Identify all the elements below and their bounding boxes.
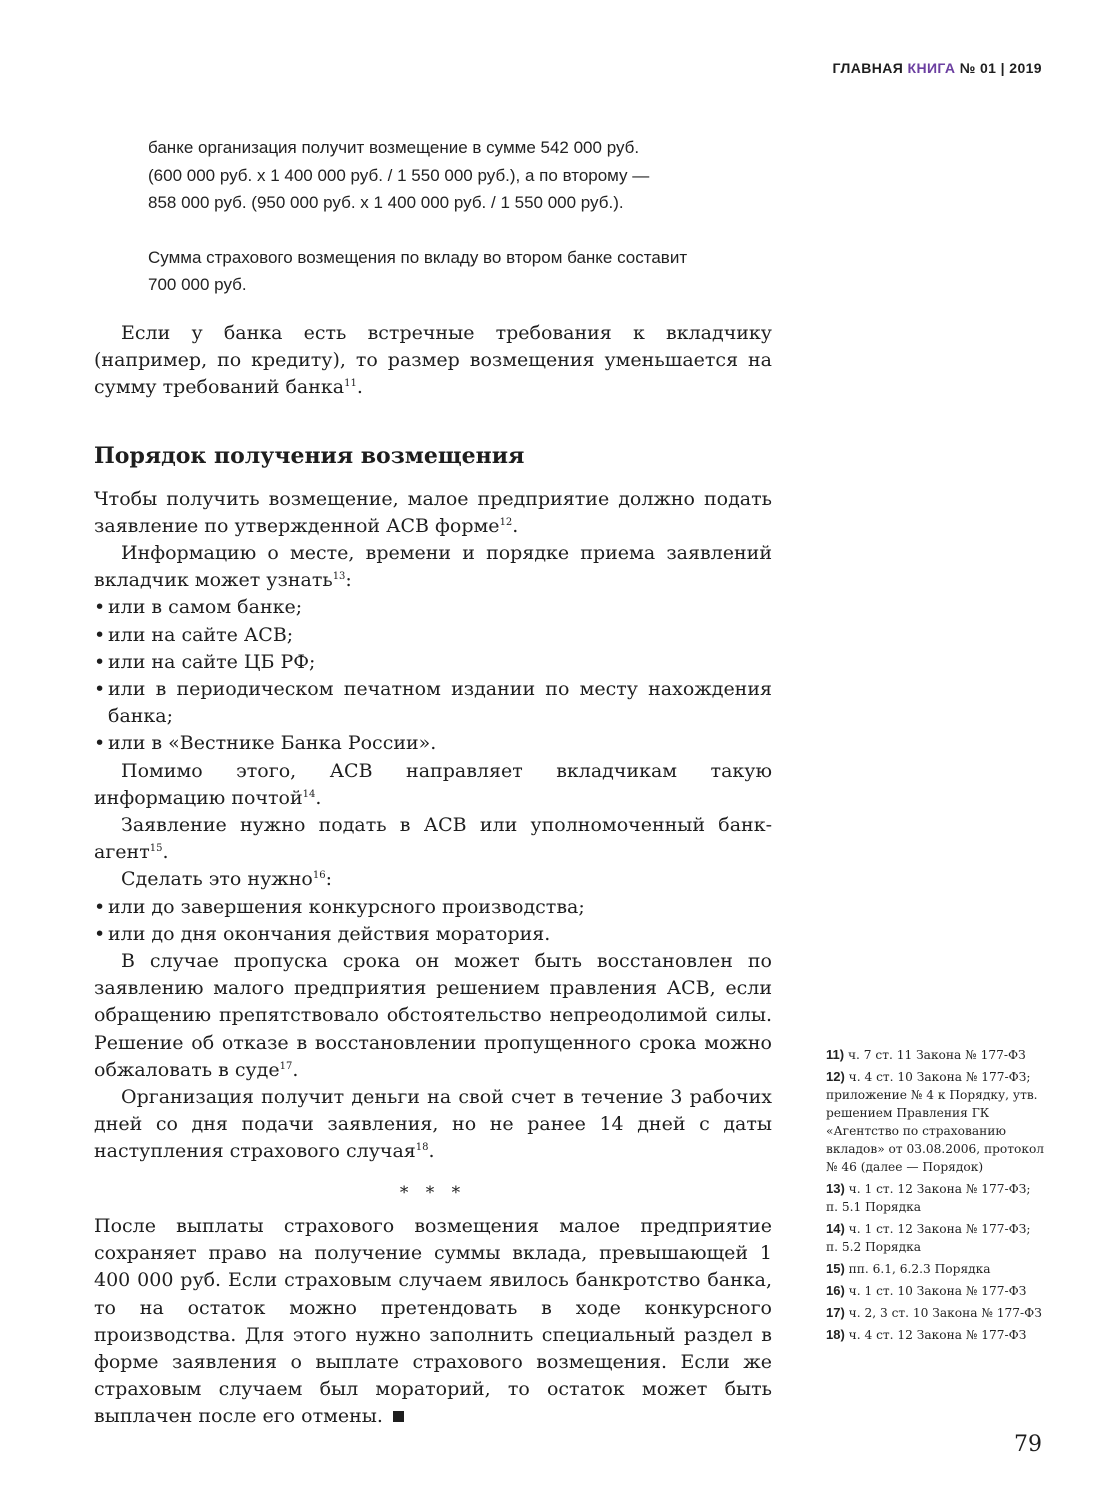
footnote: 17) ч. 2, 3 ст. 10 Закона № 177-ФЗ [826, 1305, 1042, 1320]
footnote-ref-18[interactable]: 18 [415, 1142, 429, 1154]
section-heading: Порядок получения возмещения [94, 442, 525, 469]
list-item: • или в «Вестнике Банка России». [94, 730, 772, 757]
list-item: • или до завершения конкурсного производства; [94, 894, 772, 921]
paragraph-info: Информацию о месте, времени и порядке приема заявлений вкладчик может узнать$^{13}$: [94, 542, 772, 592]
paragraph-counter-claims: Если у банка есть встречные требования к вкладчику (например, по кредиту), то размер возмещения уменьшается на сумму требований банка$^{11}$. [94, 322, 772, 399]
section-divider: * * * [399, 1182, 467, 1203]
footnote: 15) пп. 6.1, 6.2.3 Порядка [826, 1261, 991, 1276]
example-block [148, 134, 748, 299]
footnotes [826, 1046, 1046, 1348]
running-header [832, 60, 1042, 76]
magazine-name-part2: КНИГА [907, 60, 956, 76]
paragraph-deadline: Сделать это нужно$^{16}$: [121, 868, 332, 891]
footnote: 16) ч. 1 ст. 10 Закона № 177-ФЗ [826, 1283, 1027, 1298]
footnote: 13) ч. 1 ст. 12 Закона № 177-ФЗ; п. 5.1 Порядка [826, 1181, 1031, 1214]
footnote: 14) ч. 1 ст. 12 Закона № 177-ФЗ; п. 5.2 Порядка [826, 1221, 1031, 1254]
footnote-ref-16[interactable]: 16 [312, 870, 326, 882]
list-item: • или на сайте АСВ; [94, 622, 772, 649]
footnote-ref-15[interactable]: 15 [149, 843, 163, 855]
paragraph-after-payment: После выплаты страхового возмещения малое предприятие сохраняет право на получение суммы вклада, превышающей 1 400 000 руб. Если страховым случаем явилось банкротство банка, то на остаток можно претендовать в ходе конкурсного производства. Для этого нужно заполнить специальный раздел в форме заявления о выплате страхового возмещения. Если же страховым случаем был мораторий, то остаток может быть выплачен после его отмены. [94, 1214, 772, 1428]
footnote-ref-13[interactable]: 13 [332, 571, 346, 583]
list-item: • или на сайте ЦБ РФ; [94, 649, 772, 676]
list-item: • или в периодическом печатном издании по месту нахождения банка; [94, 676, 772, 730]
paragraph-mail: Помимо этого, АСВ направляет вкладчикам такую информацию почтой$^{14}$. [94, 759, 772, 809]
footnote-ref-11[interactable]: 11 [344, 378, 357, 390]
end-of-article-mark [393, 1411, 404, 1422]
info-sources-list [94, 594, 772, 757]
footnote-ref-12[interactable]: 12 [499, 516, 513, 528]
list-item: • или до дня окончания действия моратория. [94, 921, 772, 948]
footnote-ref-14[interactable]: 14 [302, 788, 316, 800]
footnote-ref-17[interactable]: 17 [279, 1060, 293, 1072]
example-paragraph-2: Сумма страхового возмещения по вкладу во втором банке составит 700 000 руб. [148, 247, 688, 294]
issue-number: № 01 | 2019 [959, 60, 1042, 76]
example-paragraph-1: банке организация получит возмещение в сумме 542 000 руб. (600 000 руб. х 1 400 000 руб. / 1 550 000 руб.), а по второму — 858 000 руб. (950 000 руб. х 1 400 000 руб. / 1 550 000 руб.). [148, 138, 650, 212]
list-item: • или в самом банке; [94, 594, 772, 621]
paragraph-missed-deadline: В случае пропуска срока он может быть восстановлен по заявлению малого предприятия решением правления АСВ, если обращению препятствовало обстоятельство непреодолимой силы. Решение об отказе в восстановлении пропущенного срока можно обжаловать в суде$^{17}$. [94, 950, 772, 1081]
page-number: 79 [1014, 1432, 1042, 1457]
paragraph-payment-timing: Организация получит деньги на свой счет в течение 3 рабочих дней со дня подачи заявления, но не ранее 14 дней с даты наступления страхового случая$^{18}$. [94, 1086, 772, 1163]
footnote: 12) ч. 4 ст. 10 Закона № 177-ФЗ; приложение № 4 к Порядку, утв. решением Правления ГК «Агентство по страхованию вкладов» от 03.08.2006, протокол № 46 (далее — Порядок) [826, 1069, 1045, 1174]
paragraph-submit: Заявление нужно подать в АСВ или уполномоченный банк-агент$^{15}$. [94, 814, 772, 864]
paragraph-apply: Чтобы получить возмещение, малое предприятие должно подать заявление по утвержденной АСВ форме$^{12}$. [94, 487, 772, 537]
main-column [94, 320, 772, 1431]
magazine-name-part1: ГЛАВНАЯ [832, 60, 904, 76]
footnote: 18) ч. 4 ст. 12 Закона № 177-ФЗ [826, 1327, 1027, 1342]
deadline-list [94, 894, 772, 948]
footnote: 11) ч. 7 ст. 11 Закона № 177-ФЗ [826, 1047, 1026, 1062]
